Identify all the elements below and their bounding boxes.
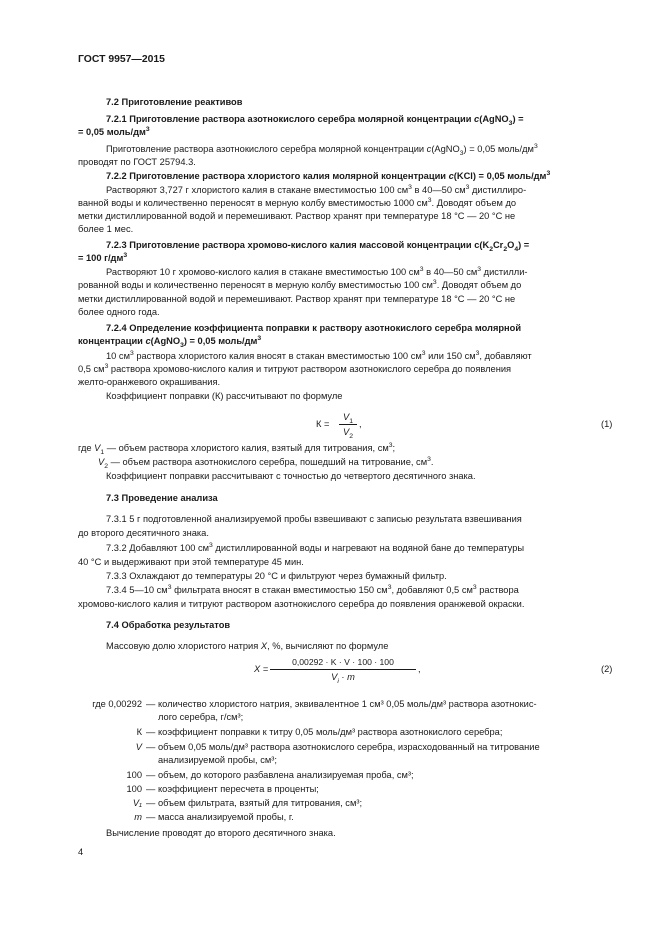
section-7-2-1-heading-line1: 7.2.1 Приготовление раствора азотнокислого серебра молярной концентрации c(AgNO$_3$) =	[106, 114, 524, 127]
formula-1-fraction-line	[339, 424, 357, 425]
section-7-2-2-text-line2: ванной воды и количественно переносят в мерную колбу вместимостью 1000 $см^3$. Доводят объем до	[78, 196, 517, 208]
definition-dash: —	[146, 699, 156, 709]
definition-dash: —	[146, 798, 156, 808]
definition-text-continuation: лого серебра, г/см³;	[158, 712, 244, 722]
formula-1-where-v2: $V_2$ — объем раствора азотнокислого серебра, пошедший на титрование, $см^3$.	[98, 455, 434, 470]
section-7-2-3-text-line2: рованной воды и количественно переносят в мерную колбу вместимостью 100 $см^3$. Доводят объем до	[78, 278, 522, 290]
section-7-2-4-heading-line1: 7.2.4 Определение коэффициента поправки к раствору азотнокислого серебра молярной	[106, 323, 522, 333]
section-7-2-1-text-line2: проводят по ГОСТ 25794.3.	[78, 157, 196, 167]
section-7-3-4-line1: 7.3.4 5—10 $см^3$ фильтрата вносят в стакан вместимостью 150 $см^3$, добавляют 0,5 $см^3$ раствора	[106, 583, 519, 595]
section-7-2-1-heading-line2: = 0,05 моль/$дм^3$	[78, 125, 150, 137]
section-7-2-3-text-line4: более одного года.	[78, 307, 160, 317]
formula-2-lhs: X =	[254, 664, 269, 674]
definition-text: количество хлористого натрия, эквивалентное 1 см³ 0,05 моль/дм³ раствора азотнокис-	[158, 699, 537, 709]
section-7-2-3-heading-line1: 7.2.3 Приготовление раствора хромово-кислого калия массовой концентрации $с(K_2Cr_2O_4)$ =	[106, 240, 530, 253]
definition-term: где 0,00292	[92, 699, 142, 709]
section-7-2-3-text-line1: Растворяют 10 г хромово-кислого калия в стакане вместимостью 100 $см^3$ в 40—50 $см^3$ дистилли-	[106, 265, 528, 277]
definition-text: коэффициент пересчета в проценты;	[158, 784, 319, 794]
section-7-2-1-text-line1: Приготовление раствора азотнокислого серебра молярной концентрации c(AgNO$_3$) = 0,05 моль/$дм^3$	[106, 142, 538, 157]
definition-text: объем фильтрата, взятый для титрования, см³;	[158, 798, 363, 808]
definition-term: V	[135, 742, 142, 752]
section-7-2-2-text-line4: более 1 мес.	[78, 224, 134, 234]
section-7-2-2-text-line1: Растворяют 3,727 г хлористого калия в стакане вместимостью 100 $см^3$ в 40—50 $см^3$ дистиллиро-	[106, 183, 527, 195]
section-7-2-4-text-line2: 0,5 $см^3$ раствора хромово-кислого калия и титруют раствором азотнокислого серебра до появления	[78, 362, 512, 374]
formula-1-where-v1: где $V_1$ — объем раствора хлористого калия, взятый для титрования, $см^3$;	[78, 441, 396, 456]
section-7-3-heading: 7.3 Проведение анализа	[106, 493, 218, 503]
section-7-2-4-text-line1: 10 $см^3$ раствора хлористого калия вносят в стакан вместимостью 100 $см^3$ или 150 $см^3$, добавляют	[106, 349, 532, 361]
definition-text: объем 0,05 моль/дм³ раствора азотнокислого серебра, израсходованный на титрование	[158, 742, 540, 752]
section-7-2-4-text-line3: желто-оранжевого окрашивания.	[78, 377, 221, 387]
document-code: ГОСТ 9957—2015	[78, 54, 165, 65]
section-7-3-2-line2: 40 °С и выдерживают при этой температуре 45 мин.	[78, 557, 304, 567]
section-7-3-4-line2: хромово-кислого калия и титруют раствором азотнокислого серебра до появления оранжевой окраски.	[78, 599, 525, 609]
definition-dash: —	[146, 742, 156, 752]
definition-term: 100	[126, 784, 142, 794]
definition-term: m	[134, 812, 142, 822]
definition-dash: —	[146, 812, 156, 822]
section-7-2-3-text-line3: метки дистиллированной водой и перемешивают. Раствор хранят при температуре 18 °С — 20 °С не	[78, 294, 516, 304]
section-7-3-2-line1: 7.3.2 Добавляют 100 $см^3$ дистиллированной воды и нагревают на водяной бане до температуры	[106, 541, 525, 553]
definition-text: объем, до которого разбавлена анализируемая проба, см³;	[158, 770, 414, 780]
formula-1-denominator: $V_2$	[343, 427, 353, 440]
section-7-3-3: 7.3.3 Охлаждают до температуры 20 °С и фильтруют через бумажный фильтр.	[106, 571, 447, 581]
definition-term: 100	[126, 770, 142, 780]
section-7-2-heading: 7.2 Приготовление реактивов	[106, 97, 243, 107]
section-7-2-2-heading: 7.2.2 Приготовление раствора хлористого калия молярной концентрации c(KCl) = 0,05 моль/$дм^3$	[106, 169, 551, 181]
definition-term: V₁	[132, 798, 142, 808]
definition-text-continuation: анализируемой пробы, см³;	[158, 755, 277, 765]
formula-1-lhs: К =	[316, 419, 330, 429]
formula-1-tail: ,	[359, 419, 362, 429]
formula-2-numerator: 0,00292 · K · V · 100 · 100	[292, 657, 394, 667]
section-7-2-2-text-line3: метки дистиллированной водой и перемешивают. Раствор хранят при температуре 18 °С — 20 °С не	[78, 211, 516, 221]
definition-dash: —	[146, 784, 156, 794]
section-7-2-4-final: Коэффициент поправки рассчитывают с точностью до четвертого десятичного знака.	[106, 471, 476, 481]
definition-dash: —	[146, 727, 156, 737]
section-7-2-3-heading-line2: = 100 $г/дм^3$	[78, 251, 128, 263]
section-7-3-1-line2: до второго десятичного знака.	[78, 528, 209, 538]
section-7-2-4-heading-line2: концентрации с(AgNO$_3$) = 0,05 моль/$дм^3$	[78, 334, 262, 349]
section-7-3-1-line1: 7.3.1 5 г подготовленной анализируемой пробы взвешивают с записью результата взвешивания	[106, 514, 522, 524]
definition-text: масса анализируемой пробы, г.	[158, 812, 294, 822]
definition-text: коэффициент поправки к титру 0,05 моль/дм³ раствора азотнокислого серебра;	[158, 727, 503, 737]
section-7-4-final: Вычисление проводят до второго десятичного знака.	[106, 828, 336, 838]
section-7-4-intro: Массовую долю хлористого натрия X, %, вычисляют по формуле	[106, 641, 389, 651]
formula-2-number: (2)	[601, 664, 613, 674]
formula-2-denominator: $V_i \cdot m$	[331, 672, 355, 685]
section-7-2-4-text-line4: Коэффициент поправки (К) рассчитывают по формуле	[106, 391, 343, 401]
page-number: 4	[78, 847, 84, 857]
formula-2-tail: ,	[418, 664, 421, 674]
formula-1-numerator: $V_1$	[343, 412, 353, 425]
definition-term: К	[136, 727, 142, 737]
formula-2-fraction-line	[270, 669, 416, 670]
formula-1-number: (1)	[601, 419, 613, 429]
definition-dash: —	[146, 770, 156, 780]
section-7-4-heading: 7.4 Обработка результатов	[106, 620, 231, 630]
